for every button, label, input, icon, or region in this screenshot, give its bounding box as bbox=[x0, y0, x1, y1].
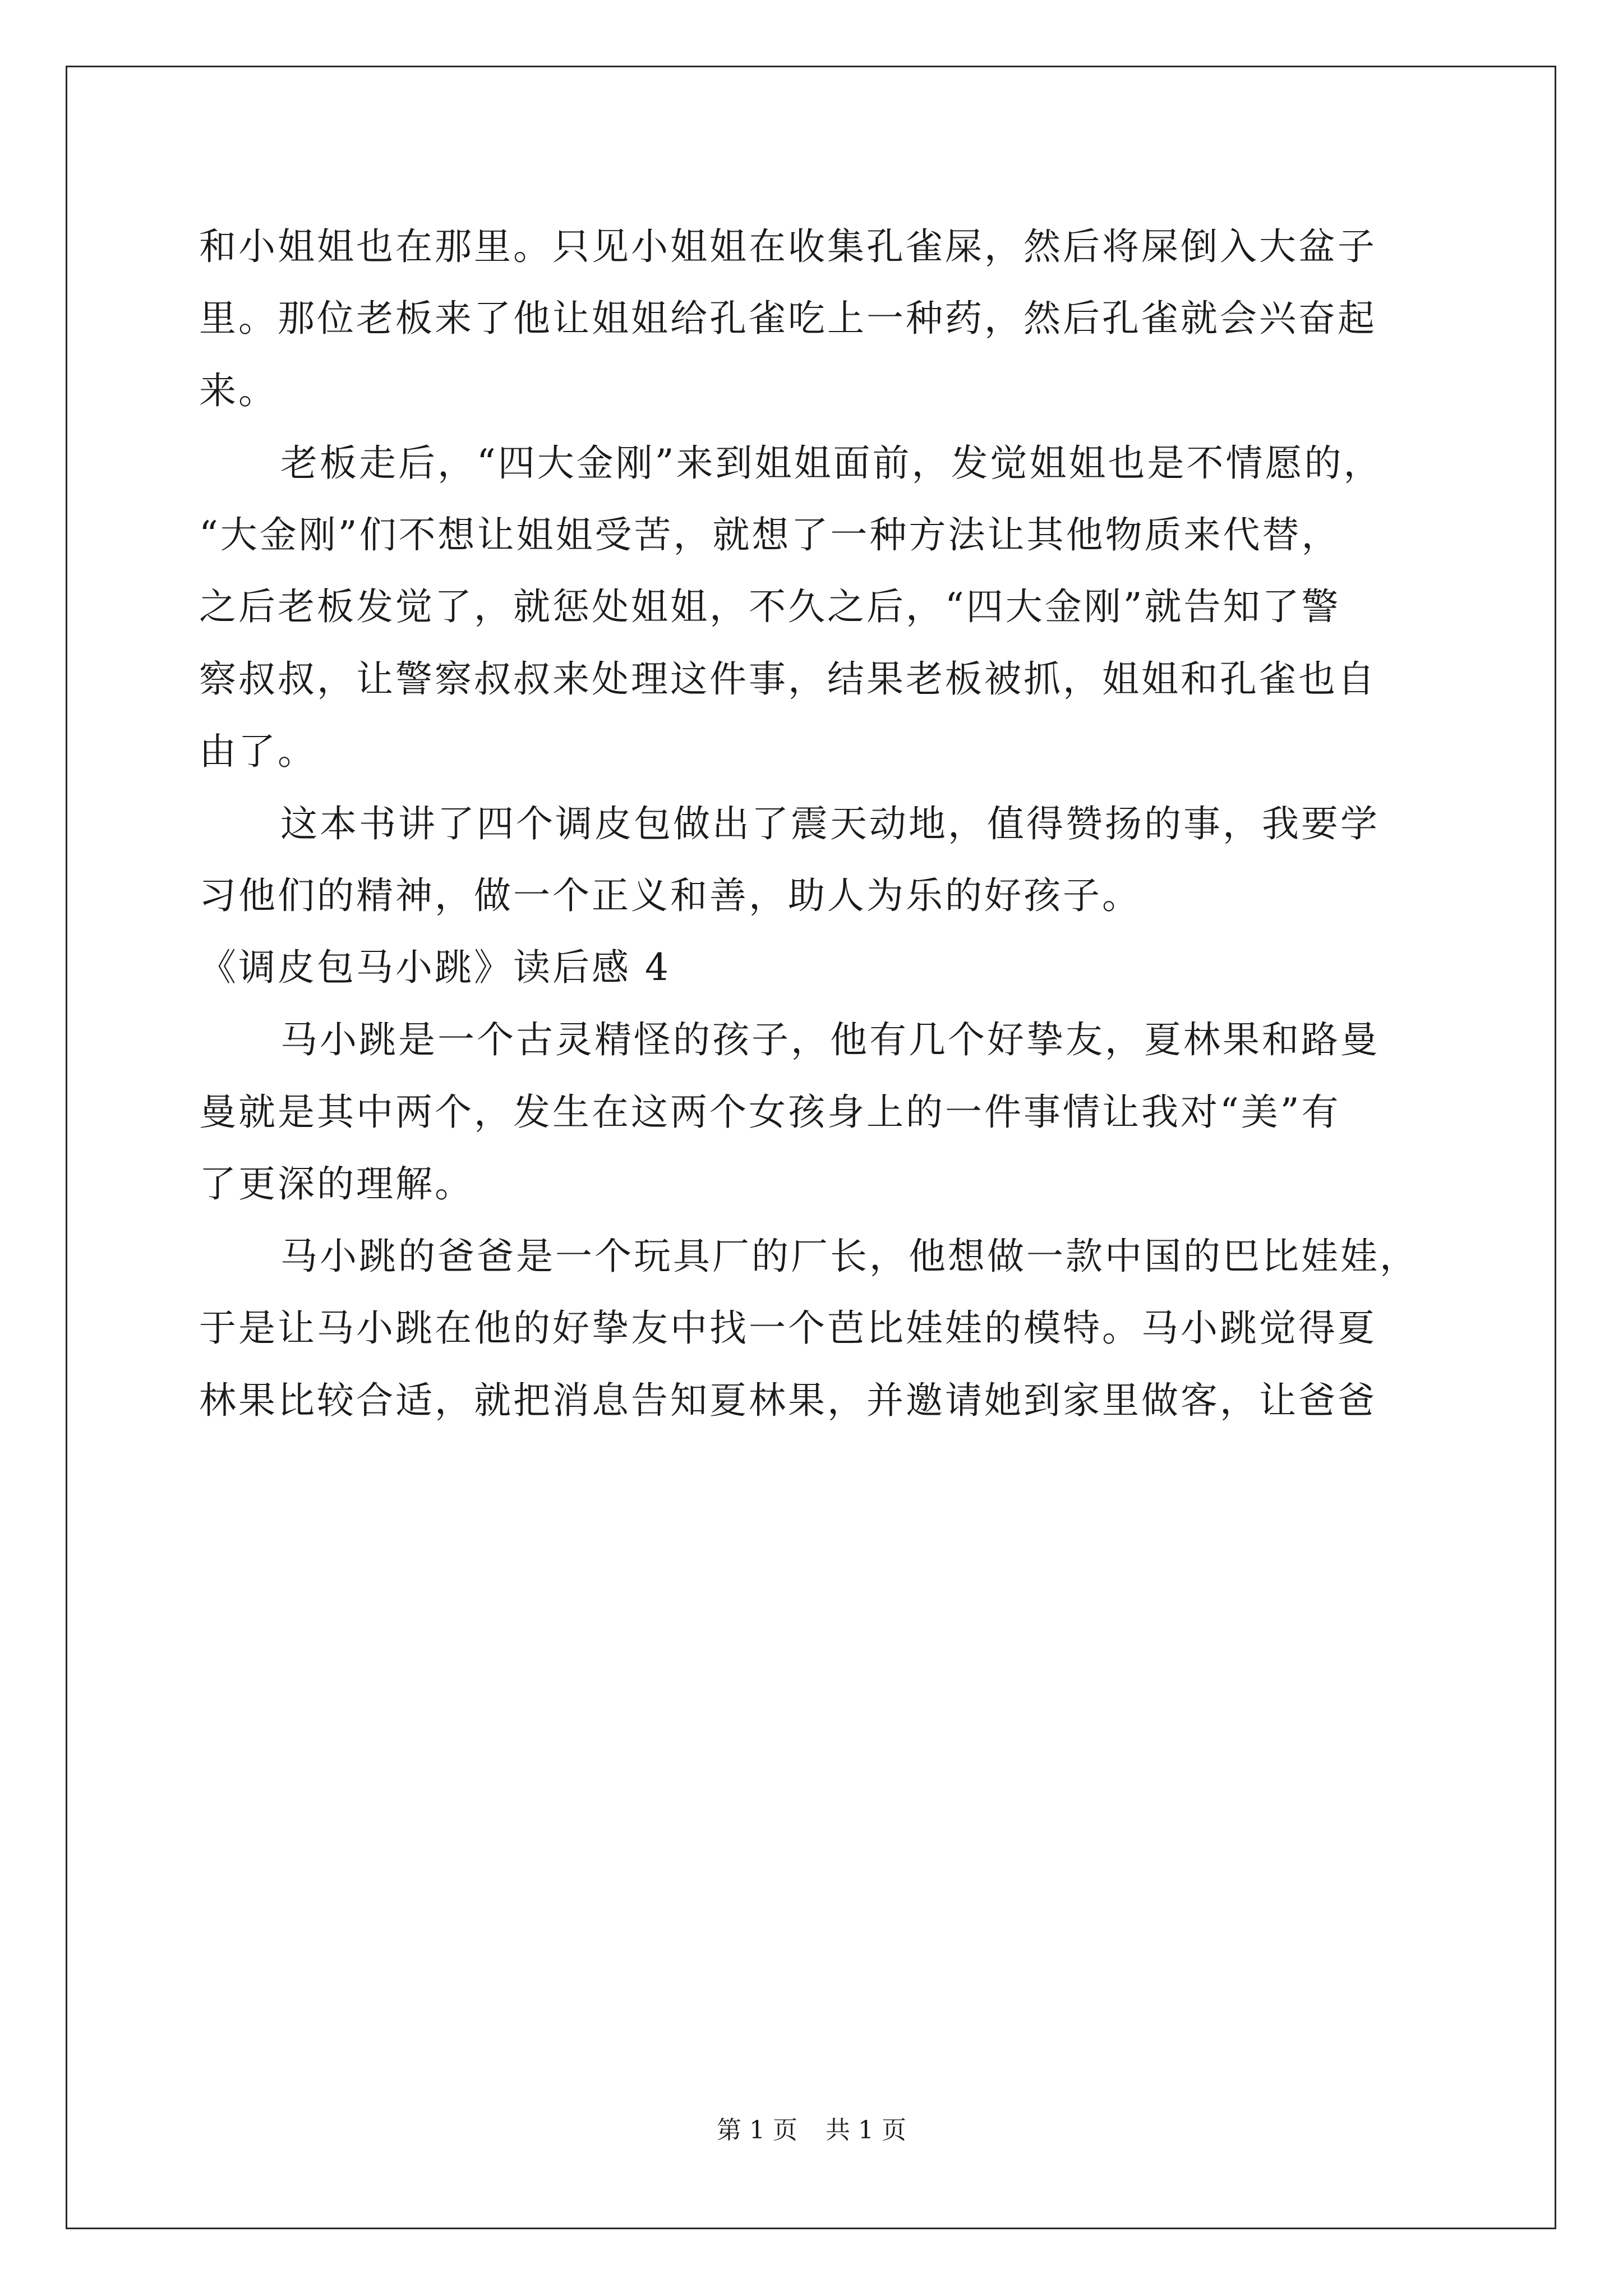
text-line: 之后老板发觉了，就惩处姐姐，不久之后，“四大金刚”就告知了警 bbox=[199, 585, 1341, 628]
page-total: 共 1 页 bbox=[826, 2116, 906, 2145]
text-line: 习他们的精神，做一个正义和善，助人为乐的好孩子。 bbox=[199, 874, 1141, 917]
text-line: 马小跳是一个古灵精怪的孩子，他有几个好挚友，夏林果和路曼 bbox=[280, 1018, 1380, 1061]
text-line: 和小姐姐也在那里。只见小姐姐在收集孔雀屎，然后将屎倒入大盆子 bbox=[199, 225, 1377, 268]
text-line: 老板走后，“四大金刚”来到姐姐面前，发觉姐姐也是不情愿的， bbox=[280, 441, 1383, 485]
text-line: 于是让马小跳在他的好挚友中找一个芭比娃娃的模特。马小跳觉得夏 bbox=[199, 1306, 1377, 1350]
text-line: 里。那位老板来了他让姐姐给孔雀吃上一种药，然后孔雀就会兴奋起 bbox=[199, 297, 1377, 340]
text-line: 林果比较合适，就把消息告知夏林果，并邀请她到家里做客，让爸爸 bbox=[199, 1379, 1377, 1422]
page-number: 第 1 页 bbox=[717, 2116, 797, 2145]
text-line: 由了。 bbox=[199, 730, 317, 773]
section-heading: 《调皮包马小跳》读后感 4 bbox=[199, 946, 671, 989]
page-footer bbox=[0, 2115, 1623, 2146]
text-line: 曼就是其中两个，发生在这两个女孩身上的一件事情让我对“美”有 bbox=[199, 1091, 1341, 1134]
text-line: 来。 bbox=[199, 369, 278, 412]
text-line: 了更深的理解。 bbox=[199, 1162, 474, 1205]
page-border bbox=[66, 66, 1556, 2229]
text-line: 察叔叔，让警察叔叔来处理这件事，结果老板被抓，姐姐和孔雀也自 bbox=[199, 657, 1377, 701]
text-line: 马小跳的爸爸是一个玩具厂的厂长，他想做一款中国的巴比娃娃， bbox=[280, 1235, 1419, 1278]
text-line: 这本书讲了四个调皮包做出了震天动地，值得赞扬的事，我要学 bbox=[280, 802, 1380, 845]
text-line: “大金刚”们不想让姐姐受苦，就想了一种方法让其他物质来代替， bbox=[199, 513, 1341, 556]
